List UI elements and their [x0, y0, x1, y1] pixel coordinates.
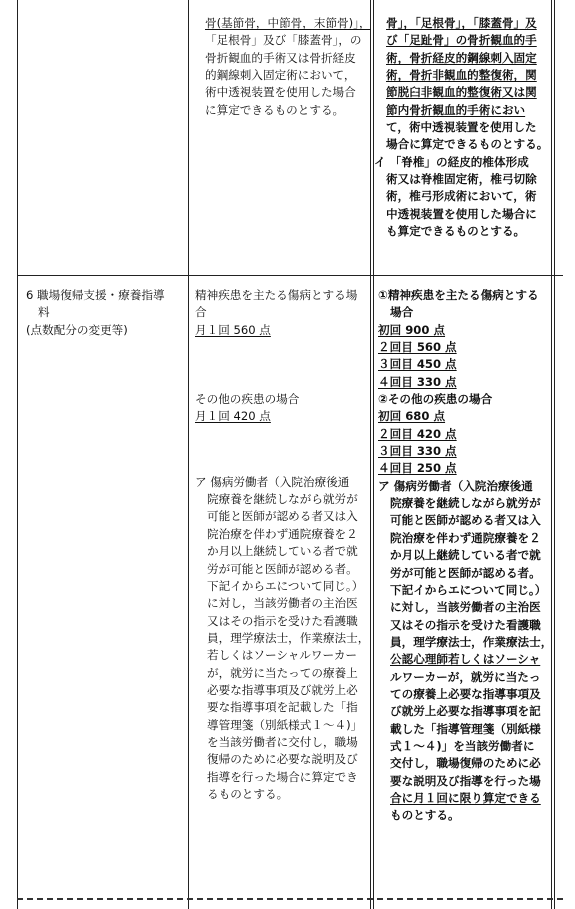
text-line: 導管理箋（別紙様式１～４)」 — [207, 717, 363, 732]
text-line: 可能と医師が認める者又は入 — [390, 513, 541, 528]
text-line: 院治療を伴わず通院療養を２ — [390, 530, 541, 545]
text-line: も算定できるものとする。 — [386, 224, 526, 239]
text-line: 公認心理師若しくはソーシャ — [390, 652, 541, 667]
psych-label-cont: 場合 — [390, 305, 414, 320]
text-line: 労が可能と医師が認める者。 — [390, 565, 541, 580]
other-fee-fourth: ４回目 250 点 — [378, 461, 457, 476]
text-line: 「足根骨」及び「膝蓋骨」，の — [205, 33, 362, 48]
table-row-divider — [17, 275, 563, 276]
text-line: 下記イからエについて同じ。） — [207, 578, 364, 593]
text-line: か月以上継続している者で就 — [390, 548, 541, 563]
other-fee-third: ３回目 330 点 — [378, 444, 457, 459]
text-line: 復帰のために必要な説明及び — [207, 752, 358, 767]
text-line: び「足趾骨」の骨折観血的手 — [386, 33, 537, 48]
text-line: 中透視装置を使用した場合に — [386, 206, 537, 221]
text-line: 指導を行った場合に算定でき — [207, 769, 358, 784]
text-line: 術，骨折経皮的鋼線刺入固定 — [386, 50, 537, 65]
text-line: 骨(基節骨，中節骨，末節骨)」， — [205, 16, 371, 30]
text-line: 節内骨折観血的手術におい — [386, 102, 526, 117]
text-line: び就労上必要な指導事項を記 — [390, 704, 541, 719]
text-line: 術，骨折非観血的整復術，関 — [386, 68, 537, 83]
text-line: 要な指導事項を記載した「指 — [207, 700, 358, 715]
text-line: に算定できるものとする。 — [205, 102, 345, 117]
table-border-right — [554, 0, 555, 909]
text-line: ものとする。 — [390, 808, 460, 823]
item-title: 6 職場復帰支援・療養指導 — [26, 288, 165, 302]
item-cell — [26, 287, 165, 339]
text-line: 要な説明及び指導を行った場 — [390, 773, 541, 788]
text-line: に対し，当該労働者の主治医 — [207, 596, 358, 611]
psych-fee-third: ３回目 450 点 — [378, 357, 457, 372]
text-line: イ 「脊椎」の経皮的椎体形成 — [374, 154, 529, 169]
text-line: に対し，当該労働者の主治医 — [390, 600, 541, 615]
text-line: 場合に算定できるものとする。 — [386, 137, 549, 152]
top-mid-cell — [205, 15, 371, 119]
text-line: 式１～４)」を当該労働者に — [390, 738, 535, 753]
table-column-divider-2 — [370, 0, 371, 909]
text-line: るものとする。 — [207, 786, 289, 801]
text-line: 骨」，「足根骨」，「膝蓋骨」及 — [386, 16, 537, 30]
text-line: て，術中透視装置を使用した — [386, 120, 537, 135]
item-note: (点数配分の変更等) — [26, 322, 128, 337]
psych-label: ①精神疾患を主たる傷病とする — [378, 288, 539, 302]
table-column-divider-1 — [188, 0, 189, 909]
item-title-cont: 料 — [38, 305, 50, 320]
text-line: 術中透視装置を使用した場合 — [205, 85, 356, 100]
other-fee-first: 初回 680 点 — [378, 409, 446, 424]
text-line: 載した「指導管理箋（別紙様 — [390, 721, 541, 736]
table-column-divider-2b — [373, 0, 374, 909]
text-line: 的鋼線刺入固定術において， — [205, 68, 356, 83]
table-border-left — [17, 0, 18, 909]
text-line: 院療養を継続しながら就労が — [390, 496, 541, 511]
other-label: その他の疾患の場合 — [195, 392, 300, 407]
psych-label-cont: 合 — [195, 305, 207, 320]
text-line: 節脱臼非観血的整復術又は関 — [386, 85, 537, 100]
text-line: か月以上継続している者で就 — [207, 544, 358, 559]
other-label: ②その他の疾患の場合 — [378, 392, 493, 407]
text-line: ルワーカーが，就労に当たっ — [390, 669, 541, 684]
text-line: 骨折観血的手術又は骨折経皮 — [205, 50, 356, 65]
text-line: を当該労働者に交付し，職場 — [207, 734, 358, 749]
text-line: ての療養上必要な指導事項及 — [390, 686, 541, 701]
psych-fee-first: 初回 900 点 — [378, 322, 446, 337]
text-line: 術又は脊椎固定術，椎弓切除 — [386, 172, 537, 187]
top-right-cell — [374, 15, 549, 240]
text-line: 員，理学療法士，作業療法士， — [390, 634, 553, 649]
text-line: 院療養を継続しながら就労が — [207, 492, 358, 507]
text-line: が，就労に当たっての療養上 — [207, 665, 358, 680]
text-line: 下記イからエについて同じ。） — [390, 582, 547, 597]
text-line: 又はその指示を受けた看護職 — [207, 613, 358, 628]
psych-fee-fourth: ４回目 330 点 — [378, 374, 457, 389]
psych-label: 精神疾患を主たる傷病とする場 — [195, 288, 358, 302]
text-line: ア 傷病労働者（入院治療後通 — [378, 478, 533, 493]
text-line: 可能と医師が認める者又は入 — [207, 509, 358, 524]
psych-fee-second: ２回目 560 点 — [378, 340, 457, 355]
text-line: 院治療を伴わず通院療養を２ — [207, 526, 358, 541]
text-line: 必要な指導事項及び就労上必 — [207, 682, 358, 697]
other-fee: 月１回 420 点 — [195, 409, 271, 424]
text-line: 若しくはソーシャルワーカー — [207, 648, 358, 663]
main-mid-cell — [195, 287, 369, 803]
text-line: 術，椎弓形成術において，術 — [386, 189, 537, 204]
text-line: 合に月１回に限り算定できる — [390, 790, 541, 805]
text-line: ア 傷病労働者（入院治療後通 — [195, 474, 350, 489]
text-line: 交付し，職場復帰のために必 — [390, 756, 541, 771]
main-right-cell — [378, 287, 552, 825]
psych-fee: 月１回 560 点 — [195, 322, 271, 337]
other-fee-second: ２回目 420 点 — [378, 426, 457, 441]
text-line: 員，理学療法士，作業療法士， — [207, 630, 370, 645]
text-line: 又はその指示を受けた看護職 — [390, 617, 541, 632]
table-bottom-dashed-border — [17, 898, 563, 900]
text-line: 労が可能と医師が認める者。 — [207, 561, 358, 576]
